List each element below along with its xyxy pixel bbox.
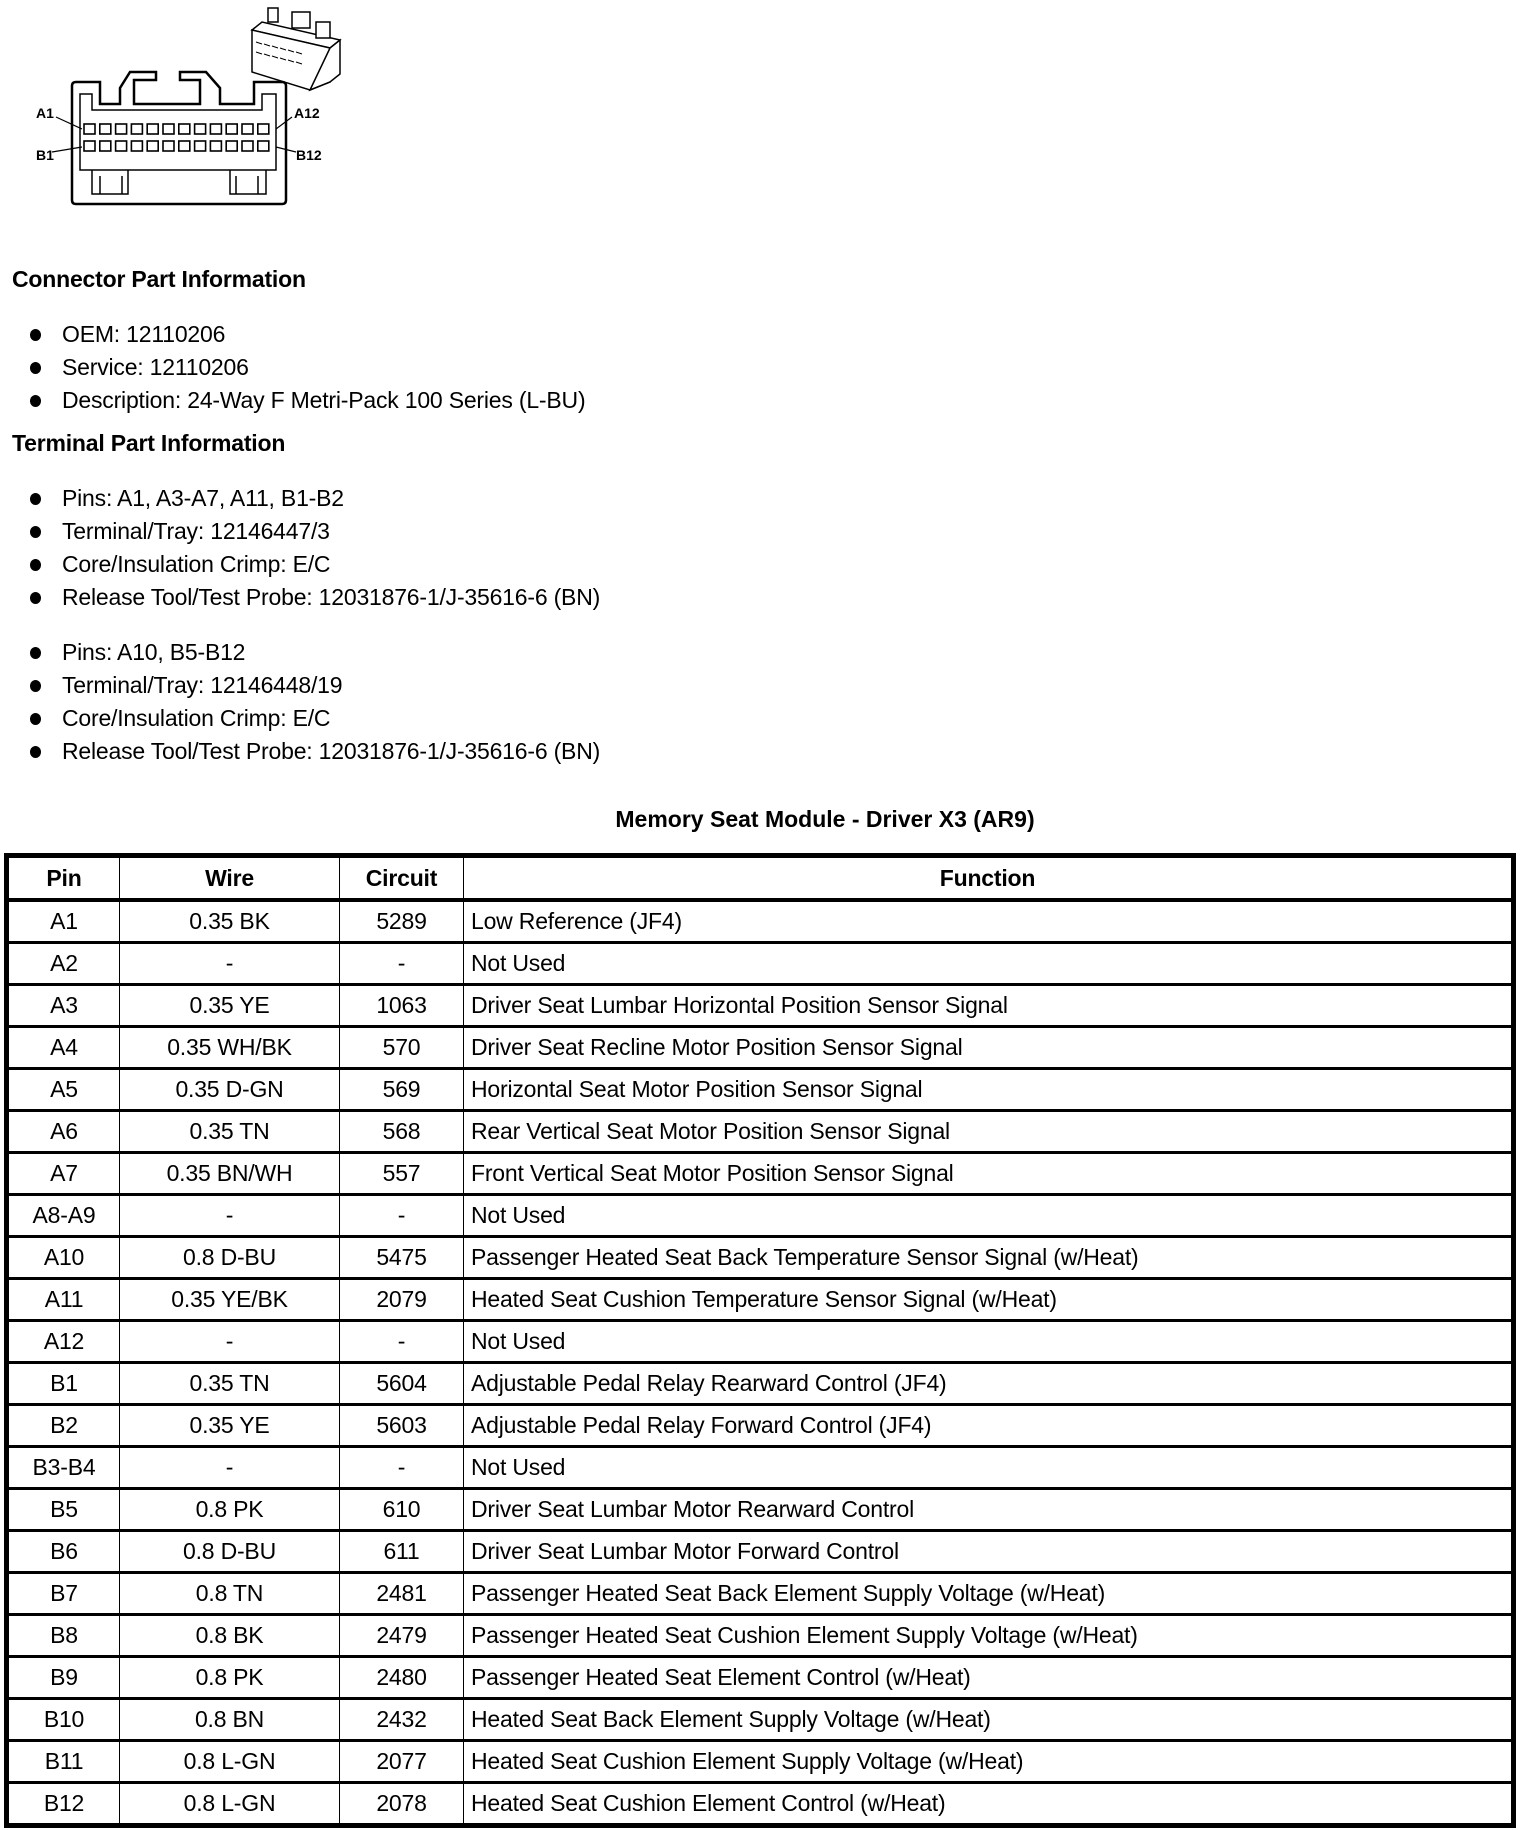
function-cell: Driver Seat Recline Motor Position Sensor Signal (464, 1027, 1514, 1069)
table-row (7, 1027, 1514, 1069)
bullet-icon (30, 592, 41, 604)
connector-cavity (84, 141, 95, 151)
table-row (7, 1699, 1514, 1741)
function-cell: Heated Seat Cushion Element Control (w/Heat) (464, 1783, 1514, 1826)
connector-cavity (147, 124, 158, 134)
header-wire: Wire (120, 856, 340, 901)
wire-cell: 0.8 L-GN (120, 1741, 340, 1783)
list-item: Pins: A1, A3-A7, A11, B1-B2 (30, 482, 600, 515)
pin-cell: B6 (7, 1531, 120, 1573)
function-cell: Passenger Heated Seat Element Control (w/Heat) (464, 1657, 1514, 1699)
connector-cavity (131, 124, 142, 134)
bullet-icon (30, 329, 41, 341)
connector-cavity (258, 141, 269, 151)
wire-cell: 0.8 PK (120, 1657, 340, 1699)
terminal-part-info-group-2 (30, 636, 600, 768)
pin-cell: B7 (7, 1573, 120, 1615)
table-row (7, 1321, 1514, 1363)
wire-cell: 0.8 BN (120, 1699, 340, 1741)
wire-cell: 0.35 BN/WH (120, 1153, 340, 1195)
list-item: Terminal/Tray: 12146448/19 (30, 669, 600, 702)
pin-cell: A1 (7, 900, 120, 943)
pin-cell: A8-A9 (7, 1195, 120, 1237)
pin-cell: A3 (7, 985, 120, 1027)
table-row (7, 1531, 1514, 1573)
header-function: Function (464, 856, 1514, 901)
table-row (7, 1657, 1514, 1699)
table-title: Memory Seat Module - Driver X3 (AR9) (615, 806, 1035, 832)
table-row (7, 1405, 1514, 1447)
wire-cell: 0.35 YE/BK (120, 1279, 340, 1321)
circuit-cell: 5603 (340, 1405, 464, 1447)
wire-cell: - (120, 1195, 340, 1237)
table-row (7, 1573, 1514, 1615)
function-cell: Heated Seat Cushion Temperature Sensor Signal (w/Heat) (464, 1279, 1514, 1321)
table-row (7, 1153, 1514, 1195)
function-cell: Passenger Heated Seat Cushion Element Supply Voltage (w/Heat) (464, 1615, 1514, 1657)
wire-cell: - (120, 943, 340, 985)
wire-cell: 0.35 YE (120, 1405, 340, 1447)
connector-part-info-list (30, 318, 585, 417)
pin-cell: B3-B4 (7, 1447, 120, 1489)
wire-cell: 0.35 TN (120, 1363, 340, 1405)
connector-cavity (179, 124, 190, 134)
circuit-cell: 611 (340, 1531, 464, 1573)
wire-cell: 0.35 D-GN (120, 1069, 340, 1111)
connector-cavity (179, 141, 190, 151)
table-row (7, 1279, 1514, 1321)
terminal-part-info-heading: Terminal Part Information (12, 430, 286, 456)
circuit-cell: 2077 (340, 1741, 464, 1783)
pin-cell: A2 (7, 943, 120, 985)
connector-part-info-heading: Connector Part Information (12, 266, 306, 292)
wire-cell: 0.8 L-GN (120, 1783, 340, 1826)
table-row (7, 1447, 1514, 1489)
table-row (7, 1195, 1514, 1237)
header-pin: Pin (7, 856, 120, 901)
list-item: Pins: A10, B5-B12 (30, 636, 600, 669)
terminal-part-info-group-1 (30, 482, 600, 614)
circuit-cell: 2078 (340, 1783, 464, 1826)
pin-cell: A7 (7, 1153, 120, 1195)
connector-cavity (163, 124, 174, 134)
list-item: Service: 12110206 (30, 351, 585, 384)
pin-table (4, 853, 1516, 1828)
bullet-icon (30, 680, 41, 692)
bullet-icon (30, 746, 41, 758)
connector-cavity (147, 141, 158, 151)
circuit-cell: 2481 (340, 1573, 464, 1615)
circuit-cell: 610 (340, 1489, 464, 1531)
wire-cell: 0.8 BK (120, 1615, 340, 1657)
table-row (7, 1069, 1514, 1111)
connector-face-view (72, 72, 286, 204)
function-cell: Driver Seat Lumbar Motor Forward Control (464, 1531, 1514, 1573)
function-cell: Not Used (464, 1447, 1514, 1489)
header-circuit: Circuit (340, 856, 464, 901)
connector-cavity (226, 124, 237, 134)
connector-cavity (242, 141, 253, 151)
bullet-icon (30, 493, 41, 505)
connector-cavity (210, 141, 221, 151)
list-item: OEM: 12110206 (30, 318, 585, 351)
pin-label-b12: B12 (296, 147, 322, 163)
pin-cell: A10 (7, 1237, 120, 1279)
table-row (7, 1783, 1514, 1826)
connector-cavity (116, 124, 127, 134)
wire-cell: 0.35 YE (120, 985, 340, 1027)
connector-diagram (30, 0, 360, 215)
cavity-grid (84, 124, 269, 151)
function-cell: Heated Seat Back Element Supply Voltage (w/Heat) (464, 1699, 1514, 1741)
function-cell: Passenger Heated Seat Back Temperature Sensor Signal (w/Heat) (464, 1237, 1514, 1279)
function-cell: Low Reference (JF4) (464, 900, 1514, 943)
connector-cavity (195, 141, 206, 151)
function-cell: Not Used (464, 943, 1514, 985)
circuit-cell: - (340, 1447, 464, 1489)
list-item: Terminal/Tray: 12146447/3 (30, 515, 600, 548)
pin-cell: B9 (7, 1657, 120, 1699)
function-cell: Passenger Heated Seat Back Element Supply Voltage (w/Heat) (464, 1573, 1514, 1615)
connector-cavity (84, 124, 95, 134)
circuit-cell: 5289 (340, 900, 464, 943)
pin-cell: B12 (7, 1783, 120, 1826)
wire-cell: 0.8 D-BU (120, 1237, 340, 1279)
table-header-row (7, 856, 1514, 901)
connector-cavity (195, 124, 206, 134)
table-row (7, 900, 1514, 943)
table-row (7, 1489, 1514, 1531)
list-item: Release Tool/Test Probe: 12031876-1/J-35616-6 (BN) (30, 581, 600, 614)
function-cell: Not Used (464, 1321, 1514, 1363)
connector-cavity (100, 124, 111, 134)
list-item: Description: 24-Way F Metri-Pack 100 Series (L-BU) (30, 384, 585, 417)
circuit-cell: 1063 (340, 985, 464, 1027)
bullet-icon (30, 526, 41, 538)
circuit-cell: 569 (340, 1069, 464, 1111)
connector-3d-view-icon (252, 8, 340, 90)
wire-cell: 0.8 PK (120, 1489, 340, 1531)
pin-label-a1: A1 (36, 105, 54, 121)
connector-cavity (116, 141, 127, 151)
pin-cell: A4 (7, 1027, 120, 1069)
connector-cavity (226, 141, 237, 151)
list-item: Release Tool/Test Probe: 12031876-1/J-35616-6 (BN) (30, 735, 600, 768)
pin-cell: B5 (7, 1489, 120, 1531)
wire-cell: - (120, 1447, 340, 1489)
connector-cavity (100, 141, 111, 151)
bullet-icon (30, 713, 41, 725)
circuit-cell: 5475 (340, 1237, 464, 1279)
circuit-cell: 568 (340, 1111, 464, 1153)
circuit-cell: - (340, 943, 464, 985)
connector-cavity (131, 141, 142, 151)
list-item: Core/Insulation Crimp: E/C (30, 548, 600, 581)
connector-cavity (210, 124, 221, 134)
circuit-cell: 5604 (340, 1363, 464, 1405)
wire-cell: 0.35 BK (120, 900, 340, 943)
list-item: Core/Insulation Crimp: E/C (30, 702, 600, 735)
pin-cell: B1 (7, 1363, 120, 1405)
table-row (7, 943, 1514, 985)
function-cell: Horizontal Seat Motor Position Sensor Signal (464, 1069, 1514, 1111)
wire-cell: 0.35 WH/BK (120, 1027, 340, 1069)
table-row (7, 985, 1514, 1027)
bullet-icon (30, 559, 41, 571)
function-cell: Not Used (464, 1195, 1514, 1237)
function-cell: Adjustable Pedal Relay Rearward Control (JF4) (464, 1363, 1514, 1405)
connector-cavity (242, 124, 253, 134)
table-row (7, 1741, 1514, 1783)
pin-cell: B11 (7, 1741, 120, 1783)
function-cell: Rear Vertical Seat Motor Position Sensor Signal (464, 1111, 1514, 1153)
circuit-cell: 557 (340, 1153, 464, 1195)
connector-cavity (258, 124, 269, 134)
bullet-icon (30, 395, 41, 407)
function-cell: Driver Seat Lumbar Horizontal Position Sensor Signal (464, 985, 1514, 1027)
pin-cell: A5 (7, 1069, 120, 1111)
pin-cell: B10 (7, 1699, 120, 1741)
pin-cell: B2 (7, 1405, 120, 1447)
wire-cell: 0.8 D-BU (120, 1531, 340, 1573)
function-cell: Adjustable Pedal Relay Forward Control (JF4) (464, 1405, 1514, 1447)
circuit-cell: - (340, 1321, 464, 1363)
pin-label-a12: A12 (294, 105, 320, 121)
pin-cell: A11 (7, 1279, 120, 1321)
pin-cell: B8 (7, 1615, 120, 1657)
function-cell: Front Vertical Seat Motor Position Sensor Signal (464, 1153, 1514, 1195)
table-row (7, 1111, 1514, 1153)
pin-cell: A12 (7, 1321, 120, 1363)
table-row (7, 1363, 1514, 1405)
bullet-icon (30, 647, 41, 659)
connector-cavity (163, 141, 174, 151)
function-cell: Heated Seat Cushion Element Supply Voltage (w/Heat) (464, 1741, 1514, 1783)
function-cell: Driver Seat Lumbar Motor Rearward Control (464, 1489, 1514, 1531)
table-row (7, 1615, 1514, 1657)
wire-cell: 0.8 TN (120, 1573, 340, 1615)
bullet-icon (30, 362, 41, 374)
circuit-cell: - (340, 1195, 464, 1237)
circuit-cell: 2479 (340, 1615, 464, 1657)
wire-cell: - (120, 1321, 340, 1363)
circuit-cell: 570 (340, 1027, 464, 1069)
pin-cell: A6 (7, 1111, 120, 1153)
circuit-cell: 2480 (340, 1657, 464, 1699)
circuit-cell: 2079 (340, 1279, 464, 1321)
table-row (7, 1237, 1514, 1279)
wire-cell: 0.35 TN (120, 1111, 340, 1153)
circuit-cell: 2432 (340, 1699, 464, 1741)
pin-label-b1: B1 (36, 147, 54, 163)
